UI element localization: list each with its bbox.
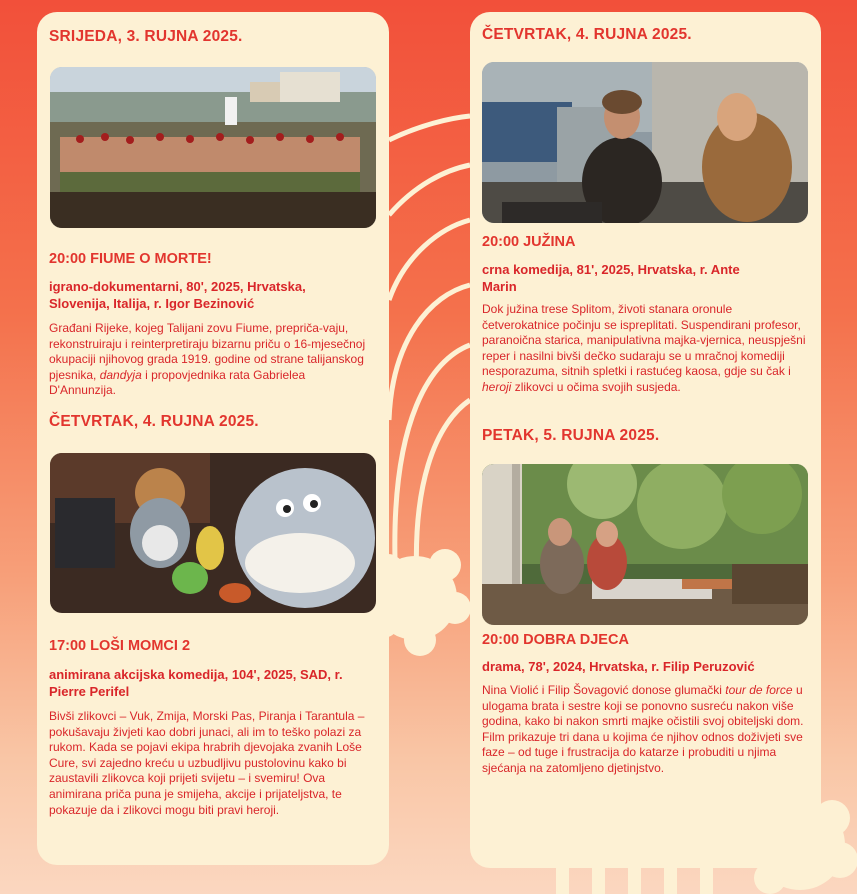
program-card-right xyxy=(470,12,821,868)
film-still-losi-momci-2 xyxy=(50,453,376,613)
day-heading: ČETVRTAK, 4. RUJNA 2025. xyxy=(482,26,692,43)
day-heading: ČETVRTAK, 4. RUJNA 2025. xyxy=(49,413,259,430)
film-still-fiume-o-morte xyxy=(50,67,376,228)
film-description: Građani Rijeke, kojeg Talijani zovu Fiume, prepriča-vaju, rekonstruiraju i reinterpretiraju bizarnu priču o 16-mjesečnoj okupaciji njihovog grada 1919. godine od strane talijanskog pjesnika, dandyja i propovjednika rata Gabrielea D'Annunzija. xyxy=(49,321,366,398)
film-title: 17:00 LOŠI MOMCI 2 xyxy=(49,638,191,654)
film-meta: igrano-dokumentarni, 80', 2025, Hrvatska, Slovenija, Italija, r. Igor Bezinović xyxy=(49,279,306,311)
day-heading: PETAK, 5. RUJNA 2025. xyxy=(482,427,660,444)
film-title: 20:00 DOBRA DJECA xyxy=(482,632,629,648)
film-description: Dok južina trese Splitom, životi stanara oronule četverokatnice počinju se ispreplitati. Suspendirani profesor, paranoična starica, manipulativna majka-vjernica, neuspješni reper i nasilni bivši dečko sudaraju se u mračnoj komediji nesporazuma, sitnih spletki i rastućeg kaosa, gdje su čak i heroji zlikovci u očima svojih susjeda. xyxy=(482,302,806,394)
film-description: Bivši zlikovci – Vuk, Zmija, Morski Pas, Piranja i Tarantula – pokušavaju živjeti kao dobri junaci, ali im to teško polazi za rukom. Kada se pojavi ekipa hrabrih djevojaka zvanih Loše Cure, svi zajedno kreću u uzbudljivu pustolovinu kako bi zaustavili zlikovca koji prijeti svijetu – i svemiru! Ova animirana priča puna je smijeha, akcije i prijateljstva, te pokazuje da i zlikovci mogu biti pravi heroji. xyxy=(49,709,365,817)
film-title: 20:00 FIUME O MORTE! xyxy=(49,251,212,267)
film-meta: animirana akcijska komedija, 104', 2025, SAD, r. Pierre Perifel xyxy=(49,667,343,699)
film-still-dobra-djeca xyxy=(482,464,808,625)
film-meta: crna komedija, 81', 2025, Hrvatska, r. Ante Marin xyxy=(482,262,740,294)
program-card-left xyxy=(37,12,389,865)
film-still-juzina xyxy=(482,62,808,223)
film-meta: drama, 78', 2024, Hrvatska, r. Filip Peruzović xyxy=(482,659,755,674)
film-description: Nina Violić i Filip Šovagović donose glumački tour de force u ulogama brata i sestre koji se ponovno susreću nakon više godina, kako bi nakon smrti majke očistili svoj obiteljski dom. Film prikazuje tri dana u kojima će njihov odnos doživjeti sve faze – od tuge i frustracija do katarze i probuditi u njima sjećanja na zatomljeno djetinjstvo. xyxy=(482,683,804,775)
film-title: 20:00 JUŽINA xyxy=(482,234,576,250)
day-heading: SRIJEDA, 3. RUJNA 2025. xyxy=(49,28,243,45)
